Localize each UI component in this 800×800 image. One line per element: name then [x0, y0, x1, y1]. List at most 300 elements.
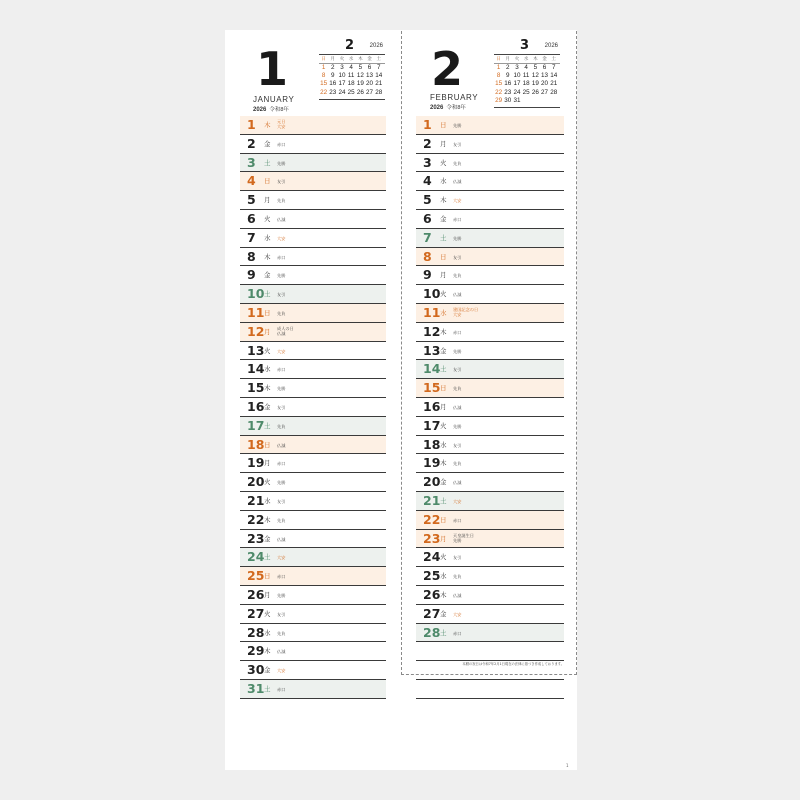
day-row: [416, 473, 564, 492]
mini-day: 19: [356, 80, 364, 88]
day-number: 21: [247, 492, 265, 508]
rokuyo-note: 赤口: [453, 630, 462, 636]
weekday-label: 火: [440, 158, 447, 167]
day-row: [416, 304, 564, 323]
day-number: 25: [247, 568, 265, 584]
mini-week-row: [494, 64, 560, 72]
weekday-label: 土: [264, 421, 271, 430]
day-number: 6: [423, 210, 432, 226]
weekday-label: 日: [264, 440, 271, 449]
day-row: [240, 530, 386, 549]
mini-week-row: [319, 72, 385, 80]
day-row: [240, 379, 386, 398]
mini-header: [494, 38, 560, 55]
rokuyo-note: 仏滅: [453, 480, 462, 486]
year-jan: 2026: [253, 107, 267, 113]
mini-day: 29: [495, 96, 503, 104]
mini-day: 16: [329, 80, 337, 88]
mini-week-row: [494, 80, 560, 88]
weekday-label: 水: [264, 233, 271, 242]
weekday-label: 木: [440, 327, 447, 336]
day-row: [416, 323, 564, 342]
day-number: 16: [247, 398, 265, 414]
weekday-label: 日: [264, 572, 271, 581]
weekday-label: 金: [264, 534, 271, 543]
weekday-label: 水: [264, 496, 271, 505]
day-row: [416, 454, 564, 473]
mini-day: 23: [504, 88, 512, 96]
mini-week-row: [319, 64, 385, 72]
mini-weekday-label: 土: [551, 57, 556, 62]
day-number: 3: [423, 154, 432, 170]
day-row: [416, 436, 564, 455]
day-number: 9: [423, 267, 432, 283]
day-row: [240, 548, 386, 567]
day-row: [240, 266, 386, 285]
rokuyo-note: 先勝: [277, 592, 286, 598]
rokuyo-note: 友引: [453, 442, 462, 448]
day-number: 16: [423, 398, 441, 414]
day-row: [240, 229, 386, 248]
rokuyo-note: 赤口: [277, 461, 286, 467]
weekday-label: 水: [440, 440, 447, 449]
mini-week-row: [319, 89, 385, 97]
day-row: [416, 398, 564, 417]
day-row: [416, 210, 564, 229]
rokuyo-note: 先勝: [453, 423, 462, 429]
mini-day: 10: [338, 72, 346, 80]
mini-day: 11: [522, 72, 530, 80]
weekday-label: 火: [264, 609, 271, 618]
day-row: [416, 492, 564, 511]
mini-month-number: 3: [520, 38, 530, 53]
weekday-label: 金: [440, 609, 447, 618]
mini-day: 7: [376, 64, 381, 71]
mini-day: 23: [329, 88, 337, 96]
rokuyo-note: 先負: [277, 630, 286, 636]
mini-week-row: [494, 97, 560, 105]
rokuyo-note: 大安: [277, 348, 286, 354]
day-number: 23: [423, 530, 441, 546]
mini-weekday-label: 水: [523, 57, 529, 62]
weekday-label: 日: [440, 515, 447, 524]
day-row: [240, 304, 386, 323]
footnote: 本暦の祝日は令和7年2月1日現在の法律に基づき作成しております。: [462, 662, 564, 666]
rokuyo-note: 先負: [453, 386, 462, 392]
mini-day: 20: [541, 80, 549, 88]
month-name-jan: JANUARY: [253, 95, 295, 104]
day-number: 14: [423, 361, 441, 377]
weekday-label: 日: [440, 121, 447, 129]
mini-day: 15: [495, 80, 503, 88]
mini-day: 2: [331, 64, 335, 71]
year-line-feb: [430, 103, 466, 111]
weekday-label: 土: [440, 628, 447, 637]
day-number: 18: [247, 436, 265, 452]
mini-day: [522, 97, 531, 105]
day-row: [240, 342, 386, 361]
rokuyo-note: 先勝: [453, 123, 462, 128]
rokuyo-note: 先勝: [277, 480, 286, 486]
page-number: 1: [566, 763, 569, 768]
mini-day: 17: [513, 80, 521, 88]
day-row: [240, 642, 386, 661]
mini-day: [531, 97, 540, 105]
day-number: 18: [423, 436, 441, 452]
weekday-label: 木: [440, 459, 447, 468]
day-number: 2: [247, 135, 256, 151]
weekday-label: 土: [264, 290, 271, 299]
mini-day: 16: [504, 80, 512, 88]
mini-day: 8: [496, 72, 501, 80]
mini-weekday-label: 土: [376, 57, 381, 62]
rokuyo-note: 赤口: [453, 517, 462, 523]
day-number: 24: [247, 549, 265, 565]
mini-week-row: [494, 72, 560, 80]
mini-weekday-label: 月: [330, 57, 336, 62]
mini-week-row: [319, 80, 385, 88]
rokuyo-note: 仏滅: [277, 649, 286, 655]
day-number: 13: [247, 342, 265, 358]
weekday-label: 日: [264, 177, 271, 186]
day-row: [240, 511, 386, 530]
mini-year: 2026: [369, 43, 383, 49]
mini-weekday-label: 木: [533, 57, 538, 62]
rokuyo-note: 仏滅: [277, 536, 286, 542]
day-row: [240, 191, 386, 210]
mini-day: 19: [531, 80, 539, 88]
weekday-label: 金: [440, 346, 447, 355]
weekday-label: 日: [264, 308, 271, 317]
weekday-label: 月: [264, 327, 271, 336]
mini-calendar-next-month: [494, 38, 560, 108]
rokuyo-note: 先負: [453, 160, 462, 166]
day-number: 9: [247, 267, 256, 283]
mini-day: 26: [356, 88, 364, 96]
day-number: 21: [423, 492, 441, 508]
mini-weekday-row: [494, 56, 560, 64]
rokuyo-note: 先勝: [277, 273, 286, 279]
mini-day: 12: [356, 72, 364, 80]
day-row: [416, 586, 564, 605]
rokuyo-note: 先勝: [277, 386, 286, 392]
mini-day: [540, 97, 549, 105]
month-name-feb: FEBRUARY: [430, 93, 479, 102]
mini-weekday-label: 金: [367, 57, 372, 62]
day-number: 6: [247, 210, 256, 226]
rokuyo-note: 先負: [277, 198, 286, 204]
weekday-label: 月: [440, 271, 447, 280]
rokuyo-note: 先勝: [277, 160, 286, 166]
weekday-label: 日: [440, 252, 447, 261]
day-row: [240, 454, 386, 473]
mini-bottom-rule: [319, 99, 385, 100]
day-row: [416, 680, 564, 699]
month-number-jan: 1: [256, 42, 289, 96]
mini-day: 27: [541, 88, 549, 96]
rokuyo-note: 仏滅: [277, 442, 286, 448]
mini-day: 22: [495, 88, 503, 96]
day-number: 17: [423, 417, 441, 433]
mini-weekday-row: [319, 56, 385, 64]
day-number: 4: [247, 173, 256, 189]
weekday-label: 火: [440, 421, 447, 430]
day-number: 11: [247, 304, 265, 320]
weekday-label: 月: [440, 402, 447, 411]
weekday-label: 木: [440, 196, 447, 205]
weekday-label: 土: [264, 684, 271, 693]
rokuyo-note: 大安: [277, 235, 286, 241]
mini-day: 5: [533, 64, 538, 71]
day-number: 13: [423, 342, 441, 358]
day-row: [240, 285, 386, 304]
mini-bottom-rule: [494, 107, 560, 108]
mini-weekday-label: 木: [358, 57, 363, 62]
weekday-label: 木: [264, 384, 271, 393]
mini-weekday-label: 火: [339, 57, 345, 62]
day-row: [416, 511, 564, 530]
day-number: 22: [247, 511, 265, 527]
mini-day: 26: [531, 88, 539, 96]
weekday-label: 火: [264, 346, 271, 355]
day-row: [416, 530, 564, 549]
mini-header: [319, 38, 385, 55]
day-row: [416, 342, 564, 361]
rokuyo-note: 友引: [453, 141, 462, 147]
weekday-label: 金: [264, 139, 271, 148]
day-number: 10: [247, 286, 265, 302]
mini-day: 24: [338, 88, 346, 96]
weekday-label: 火: [440, 553, 447, 562]
mini-day: 14: [375, 72, 383, 80]
day-number: 17: [247, 417, 265, 433]
mini-day: 21: [550, 80, 558, 88]
day-row: [416, 116, 564, 135]
weekday-label: 火: [264, 478, 271, 487]
day-row: [416, 605, 564, 624]
rokuyo-note: 先負: [277, 310, 286, 316]
rokuyo-note: 仏滅: [453, 592, 462, 598]
mini-day: 3: [515, 64, 519, 71]
day-row: [240, 172, 386, 191]
mini-day: 21: [375, 80, 383, 88]
day-number: 7: [247, 229, 256, 245]
rokuyo-note: 友引: [453, 254, 462, 260]
mini-day: 25: [347, 88, 355, 96]
era-feb: 令和8年: [446, 105, 466, 111]
mini-day: 20: [366, 80, 374, 88]
day-row: [240, 436, 386, 455]
day-number: 25: [423, 568, 441, 584]
mini-day: 3: [340, 64, 344, 71]
weekday-label: 月: [264, 196, 271, 205]
day-number: 28: [247, 624, 265, 640]
day-number: 28: [423, 624, 441, 640]
day-list-january: [240, 116, 386, 699]
mini-day: 10: [513, 72, 521, 80]
rokuyo-note: 仏滅: [453, 404, 462, 410]
day-number: 26: [247, 586, 265, 602]
day-number: 5: [423, 192, 432, 208]
day-number: 8: [247, 248, 256, 264]
rokuyo-note: 友引: [453, 555, 462, 561]
mini-day: 7: [551, 64, 556, 71]
weekday-label: 金: [264, 666, 271, 675]
mini-day: 18: [522, 80, 530, 88]
day-row: [416, 229, 564, 248]
day-row: [240, 624, 386, 643]
day-row: [416, 191, 564, 210]
day-row: [240, 417, 386, 436]
mini-day: 22: [320, 88, 328, 96]
day-number: 31: [247, 680, 265, 696]
weekday-label: 月: [440, 534, 447, 543]
rokuyo-note: 赤口: [277, 686, 286, 692]
mini-day: 24: [513, 88, 521, 96]
day-number: 29: [247, 643, 265, 659]
rokuyo-note: 仏滅: [453, 179, 462, 185]
day-number: 7: [423, 229, 432, 245]
mini-weeks: [319, 64, 385, 97]
day-row: [416, 567, 564, 586]
mini-day: 5: [358, 64, 363, 71]
mini-weekday-label: 金: [542, 57, 547, 62]
day-number: 22: [423, 511, 441, 527]
mini-day: 27: [366, 88, 374, 96]
weekday-label: 金: [264, 271, 271, 280]
rokuyo-note: 赤口: [277, 141, 286, 147]
rokuyo-note: 先負: [453, 574, 462, 580]
rokuyo-note: 大安: [277, 668, 286, 674]
day-row: [240, 154, 386, 173]
day-row: [416, 154, 564, 173]
mini-day: 6: [542, 64, 547, 71]
weekday-label: 土: [440, 365, 447, 374]
rokuyo-note: 友引: [277, 404, 286, 410]
mini-day: 28: [550, 88, 558, 96]
rokuyo-note: 天皇誕生日 先勝: [453, 532, 474, 543]
rokuyo-note: 先負: [277, 423, 286, 429]
day-number: 8: [423, 248, 432, 264]
rokuyo-note: 赤口: [453, 216, 462, 222]
day-number: 15: [247, 380, 265, 396]
day-number: 23: [247, 530, 265, 546]
day-row: [416, 135, 564, 154]
rokuyo-note: 赤口: [277, 574, 286, 580]
weekday-label: 水: [440, 308, 447, 317]
rokuyo-note: 赤口: [277, 367, 286, 373]
weekday-label: 金: [440, 478, 447, 487]
day-number: 26: [423, 586, 441, 602]
day-number: 5: [247, 192, 256, 208]
day-number: 15: [423, 380, 441, 396]
rokuyo-note: 大安: [453, 611, 462, 617]
day-number: 19: [247, 455, 265, 471]
mini-month-number: 2: [345, 38, 355, 53]
day-row: [240, 661, 386, 680]
mini-day: 4: [349, 64, 353, 71]
rokuyo-note: 大安: [453, 498, 462, 504]
day-row: [240, 680, 386, 699]
weekday-label: 木: [264, 121, 271, 129]
weekday-label: 土: [264, 553, 271, 562]
day-number: 27: [423, 605, 441, 621]
mini-weekday-label: 日: [321, 57, 326, 62]
day-row: [240, 586, 386, 605]
rokuyo-note: 赤口: [277, 254, 286, 260]
mini-year: 2026: [544, 43, 558, 49]
day-number: 1: [423, 117, 432, 132]
mini-day: 4: [524, 64, 528, 71]
day-row: [240, 135, 386, 154]
day-row: [240, 323, 386, 342]
rokuyo-note: 大安: [277, 555, 286, 561]
day-number: 4: [423, 173, 432, 189]
month-number-feb: 2: [431, 42, 464, 96]
weekday-label: 土: [440, 496, 447, 505]
mini-calendar-next-month: [319, 38, 385, 100]
weekday-label: 土: [440, 233, 447, 242]
day-row: [416, 360, 564, 379]
rokuyo-note: 成人の日 仏滅: [277, 325, 294, 336]
year-feb: 2026: [430, 105, 444, 111]
mini-day: 9: [331, 72, 335, 80]
weekday-label: 火: [264, 214, 271, 223]
weekday-label: 金: [264, 402, 271, 411]
weekday-label: 水: [440, 572, 447, 581]
rokuyo-note: 友引: [277, 498, 286, 504]
rokuyo-note: 仏滅: [453, 292, 462, 298]
mini-day: 31: [513, 96, 521, 104]
mini-day: 25: [522, 88, 530, 96]
day-row: [416, 548, 564, 567]
day-row: [416, 624, 564, 643]
year-line-jan: [253, 105, 289, 113]
day-row: [240, 492, 386, 511]
day-row: [416, 417, 564, 436]
mini-day: 12: [531, 72, 539, 80]
weekday-label: 土: [264, 158, 271, 167]
weekday-label: 金: [440, 214, 447, 223]
mini-day: 13: [366, 72, 374, 80]
day-row: [416, 642, 564, 661]
day-number: 20: [423, 474, 441, 490]
day-number: 12: [247, 323, 265, 339]
rokuyo-note: 大安: [453, 198, 462, 204]
mini-day: 13: [541, 72, 549, 80]
weekday-label: 月: [264, 459, 271, 468]
rokuyo-note: 建国記念の日 大安: [453, 306, 479, 317]
rokuyo-note: 友引: [277, 292, 286, 298]
day-row: [240, 567, 386, 586]
weekday-label: 火: [440, 290, 447, 299]
weekday-label: 水: [264, 628, 271, 637]
mini-weekday-label: 月: [505, 57, 511, 62]
weekday-label: 木: [440, 590, 447, 599]
mini-day: [549, 97, 558, 105]
rokuyo-note: 先負: [277, 517, 286, 523]
mini-weekday-label: 水: [348, 57, 354, 62]
mini-weeks: [494, 64, 560, 105]
rokuyo-note: 先勝: [453, 348, 462, 354]
day-number: 20: [247, 474, 265, 490]
mini-day: 30: [504, 96, 512, 104]
day-row: [240, 605, 386, 624]
rokuyo-note: 赤口: [453, 329, 462, 335]
day-row: [416, 248, 564, 267]
day-number: 30: [247, 662, 265, 678]
mini-weekday-label: 火: [514, 57, 520, 62]
